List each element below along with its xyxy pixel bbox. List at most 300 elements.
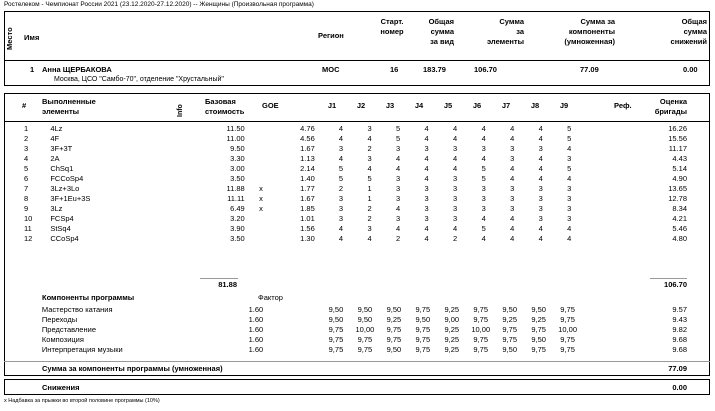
- component-panel-score: 9.82: [672, 325, 687, 334]
- element-judge-4-score: 4: [424, 224, 429, 233]
- component-judge-9-score: 9,75: [560, 345, 575, 354]
- element-judge-1-score: 3: [338, 194, 344, 203]
- col-goe-header: GOE: [262, 101, 279, 110]
- element-judge-9-score: 3: [567, 204, 572, 213]
- total-header: Общая сумма за вид: [428, 17, 454, 46]
- element-judge-1-score: 4: [338, 134, 344, 143]
- element-name: 4F: [50, 134, 60, 143]
- component-judge-4-score: 9,75: [415, 345, 431, 354]
- element-judge-7-score: 4: [510, 214, 515, 223]
- component-spacer-2: [289, 305, 322, 315]
- skater-rank: 1: [30, 65, 35, 74]
- element-judge-5-score: 3: [453, 144, 458, 153]
- component-judge-5-score: 9,25: [444, 305, 460, 314]
- element-bonus-mark: [245, 154, 277, 164]
- element-goe: 4.56: [300, 134, 315, 143]
- element-judge-9-score: 5: [567, 134, 572, 143]
- element-row: [4, 124, 710, 134]
- component-row: [4, 325, 710, 335]
- element-judge-3-score: 4: [395, 154, 401, 163]
- element-number: 9: [24, 204, 29, 213]
- element-judge-8-score: 4: [538, 234, 543, 243]
- element-judge-2-score: 4: [367, 164, 372, 173]
- element-bonus-mark: [245, 144, 277, 154]
- component-judge-6-score: 9,75: [473, 345, 489, 354]
- element-judge-5-score: 4: [453, 154, 458, 163]
- element-judge-7-score: 4: [510, 164, 515, 173]
- element-name: 3F+1Eu+3S: [50, 194, 91, 203]
- element-spacer: [171, 124, 215, 134]
- element-judge-5-score: 3: [453, 194, 458, 203]
- component-judge-1-score: 9,50: [328, 315, 344, 324]
- element-spacer: [171, 174, 215, 184]
- element-judge-6-score: 3: [481, 204, 486, 213]
- element-spacer: [171, 134, 215, 144]
- component-judge-7-score: 9,25: [502, 315, 517, 324]
- element-base-value: 11.00: [226, 134, 245, 143]
- element-bonus-mark: x: [259, 204, 263, 213]
- element-judge-7-score: 3: [510, 194, 515, 203]
- element-panel-score: 8.34: [672, 204, 687, 213]
- element-name: StSq4: [50, 224, 71, 233]
- element-row: [4, 144, 710, 154]
- component-judge-2-score: 9,75: [357, 345, 373, 354]
- element-judge-2-score: 3: [367, 154, 372, 163]
- element-base-value: 3.90: [230, 224, 245, 233]
- element-judge-2-score: 4: [367, 234, 372, 243]
- component-judge-1-score: 9,75: [328, 335, 344, 344]
- col-score-header: Оценка бригады: [654, 97, 687, 116]
- element-bonus-mark: [245, 124, 277, 134]
- score-total-rule: [650, 278, 687, 279]
- component-referee: [582, 315, 657, 325]
- element-judge-6-score: 4: [481, 134, 486, 143]
- component-judge-8-score: 9,75: [531, 325, 546, 334]
- component-name: Интерпретация музыки: [41, 345, 123, 354]
- component-factor: 1.60: [248, 325, 264, 334]
- element-panel-score: 4.21: [672, 214, 687, 223]
- element-number: 12: [24, 234, 33, 243]
- element-judge-1-score: 4: [338, 224, 344, 233]
- element-judge-1-score: 3: [338, 144, 344, 153]
- element-referee: [584, 174, 658, 184]
- element-judge-7-score: 4: [510, 234, 515, 243]
- component-spacer: [4, 325, 42, 335]
- col-j6-header: J6: [472, 101, 482, 110]
- element-panel-score: 11.17: [668, 144, 687, 153]
- col-executed-header: Выполненные элементы: [42, 97, 96, 116]
- element-judge-5-score: 4: [453, 164, 458, 173]
- components-total-label: Сумма за компоненты программы (умноженная): [42, 364, 223, 373]
- element-bonus-mark: [245, 174, 277, 184]
- element-goe: 2.14: [300, 164, 315, 173]
- factor-header: Фактор: [258, 293, 283, 302]
- element-judge-8-score: 4: [538, 124, 543, 133]
- element-number: 10: [24, 214, 33, 223]
- col-j5-header: J5: [443, 101, 453, 110]
- element-referee: [584, 184, 658, 194]
- component-judge-7-score: 9,75: [502, 335, 517, 344]
- element-judge-1-score: 5: [338, 174, 344, 183]
- element-spacer: [171, 194, 215, 204]
- element-judge-3-score: 3: [395, 214, 401, 223]
- element-row: [4, 214, 710, 224]
- element-judge-9-score: 3: [567, 194, 572, 203]
- skater-start-number: 16: [390, 65, 399, 74]
- component-judge-1-score: 9,50: [328, 305, 344, 314]
- element-bonus-mark: x: [259, 184, 263, 193]
- region-header: Регион: [318, 31, 344, 40]
- component-factor: 1.60: [248, 335, 264, 344]
- element-judge-4-score: 4: [424, 134, 429, 143]
- component-judge-7-score: 9,50: [502, 305, 517, 314]
- component-judge-9-score: 9,75: [560, 335, 575, 344]
- element-goe: 4.76: [300, 124, 315, 133]
- component-judge-2-score: 9,50: [357, 315, 373, 324]
- component-row: [4, 305, 710, 315]
- element-panel-score: 15.56: [668, 134, 687, 143]
- element-judge-5-score: 3: [453, 174, 458, 183]
- element-base-value: 3.30: [230, 154, 245, 163]
- component-judge-5-score: 9,25: [444, 325, 460, 334]
- deductions-label: Снижения: [42, 383, 80, 392]
- component-panel-score: 9.68: [672, 335, 687, 344]
- element-spacer: [171, 164, 215, 174]
- component-spacer: [4, 315, 42, 325]
- element-number: 3: [24, 144, 29, 153]
- element-judge-5-score: 4: [453, 224, 458, 233]
- element-panel-score: 5.46: [672, 224, 687, 233]
- element-row: [4, 164, 710, 174]
- component-judge-3-score: 9,75: [386, 335, 402, 344]
- element-number: 8: [24, 194, 29, 203]
- element-judge-1-score: 4: [338, 124, 344, 133]
- element-spacer: [171, 154, 215, 164]
- component-judge-4-score: 9,75: [415, 325, 431, 334]
- component-panel-score: 9.68: [672, 345, 687, 354]
- component-factor: 1.60: [248, 315, 264, 324]
- component-judge-4-score: 9,75: [415, 305, 431, 314]
- components-table: [4, 305, 710, 355]
- element-referee: [584, 134, 658, 144]
- components-header: Сумма за компоненты (умноженная): [564, 17, 615, 46]
- element-judge-8-score: 4: [538, 224, 543, 233]
- component-name: Мастерство катания: [41, 305, 113, 314]
- skater-name: Анна ЩЕРБАКОВА: [42, 65, 112, 74]
- element-judge-1-score: 3: [338, 214, 344, 223]
- element-row: [4, 224, 710, 234]
- component-judge-6-score: 10,00: [471, 325, 491, 334]
- element-goe: 1.40: [300, 174, 315, 183]
- element-name: FCCoSp4: [50, 174, 84, 183]
- col-j4-header: J4: [414, 101, 424, 110]
- component-judge-8-score: 9,50: [531, 305, 546, 314]
- col-j2-header: J2: [356, 101, 366, 110]
- component-judge-2-score: 9,50: [357, 305, 373, 314]
- component-spacer: [4, 305, 42, 315]
- component-referee: [582, 325, 657, 335]
- component-referee: [582, 335, 657, 345]
- element-judge-6-score: 3: [481, 184, 486, 193]
- element-goe: 1.85: [300, 204, 315, 213]
- component-factor: 1.60: [248, 345, 264, 354]
- element-goe: 1.77: [300, 184, 315, 193]
- element-judge-8-score: 3: [538, 214, 543, 223]
- element-judge-5-score: 3: [453, 204, 458, 213]
- element-judge-7-score: 3: [510, 154, 515, 163]
- element-referee: [584, 204, 658, 214]
- element-referee: [584, 124, 658, 134]
- component-judge-2-score: 10,00: [355, 325, 375, 334]
- element-base-value: 3.50: [230, 234, 245, 243]
- col-j7-header: J7: [501, 101, 511, 110]
- element-judge-9-score: 3: [567, 154, 572, 163]
- element-judge-5-score: 4: [453, 124, 458, 133]
- element-judge-3-score: 4: [395, 204, 401, 213]
- element-judge-4-score: 3: [424, 194, 429, 203]
- element-judge-9-score: 4: [567, 224, 572, 233]
- skater-region: МОС: [322, 65, 340, 74]
- element-judge-7-score: 4: [510, 124, 515, 133]
- component-judge-8-score: 9,25: [531, 315, 546, 324]
- component-judge-9-score: 9,75: [560, 315, 575, 324]
- element-bonus-mark: x: [259, 194, 263, 203]
- component-judge-5-score: 9,00: [444, 315, 460, 324]
- element-judge-6-score: 5: [481, 164, 486, 173]
- skater-club: Москва, ЦСО "Самбо-70", отделение "Хрустальный": [54, 76, 224, 83]
- component-row: [4, 315, 710, 325]
- element-row: [4, 204, 710, 214]
- element-judge-9-score: 4: [567, 144, 572, 153]
- element-judge-9-score: 3: [567, 214, 572, 223]
- element-panel-score: 5.14: [672, 164, 687, 173]
- element-referee: [584, 194, 658, 204]
- element-row: [4, 174, 710, 184]
- elements-header-divider: [4, 121, 710, 122]
- component-judge-7-score: 9,75: [502, 325, 517, 334]
- components-title: Компоненты программы: [42, 293, 135, 302]
- component-panel-score: 9.57: [672, 305, 687, 314]
- element-judge-8-score: 3: [538, 184, 543, 193]
- element-judge-3-score: 3: [395, 144, 401, 153]
- element-judge-7-score: 3: [510, 184, 515, 193]
- element-judge-4-score: 4: [424, 154, 429, 163]
- component-judge-2-score: 9,75: [357, 335, 373, 344]
- element-number: 4: [24, 154, 29, 163]
- element-judge-2-score: 4: [367, 134, 372, 143]
- element-judge-5-score: 3: [453, 214, 458, 223]
- col-j1-header: J1: [327, 101, 337, 110]
- element-judge-9-score: 4: [567, 234, 572, 243]
- deductions-value: 0.00: [672, 383, 687, 392]
- start-number-header: Старт. номер: [380, 17, 404, 36]
- component-spacer-2: [289, 315, 322, 325]
- element-name: FCSp4: [50, 214, 74, 223]
- element-judge-5-score: 3: [453, 184, 458, 193]
- skater-components-score: 77.09: [580, 65, 599, 74]
- element-judge-3-score: 2: [395, 234, 401, 243]
- element-panel-score: 13.65: [668, 184, 687, 193]
- components-total-rule: [4, 361, 710, 362]
- element-judge-4-score: 3: [424, 214, 429, 223]
- component-row: [4, 345, 710, 355]
- element-judge-1-score: 5: [338, 164, 344, 173]
- element-number: 7: [24, 184, 29, 193]
- name-header: Имя: [24, 33, 40, 42]
- element-judge-7-score: 3: [510, 204, 515, 213]
- element-judge-4-score: 3: [424, 144, 429, 153]
- element-judge-3-score: 4: [395, 164, 401, 173]
- component-judge-9-score: 9,75: [560, 305, 575, 314]
- elements-table: [4, 124, 710, 244]
- element-judge-8-score: 4: [538, 164, 543, 173]
- element-judge-2-score: 2: [367, 144, 372, 153]
- element-judge-8-score: 4: [538, 154, 543, 163]
- element-judge-3-score: 3: [395, 174, 401, 183]
- element-bonus-mark: [245, 134, 277, 144]
- element-name: ChSq1: [50, 164, 74, 173]
- deductions-header: Общая сумма снижений: [670, 17, 707, 46]
- element-spacer: [171, 204, 215, 214]
- element-judge-6-score: 4: [481, 124, 486, 133]
- element-judge-7-score: 4: [510, 134, 515, 143]
- col-j3-header: J3: [385, 101, 395, 110]
- element-base-value: 11.11: [227, 194, 245, 203]
- component-name: Композиция: [41, 335, 84, 344]
- element-judge-2-score: 1: [367, 184, 372, 193]
- element-judge-8-score: 3: [538, 144, 543, 153]
- element-referee: [584, 214, 658, 224]
- component-judge-3-score: 9,75: [386, 325, 402, 334]
- skater-deductions: 0.00: [683, 65, 698, 74]
- element-referee: [584, 234, 658, 244]
- element-panel-score: 4.80: [672, 234, 687, 243]
- component-judge-7-score: 9,50: [502, 345, 517, 354]
- element-goe: 1.67: [300, 194, 315, 203]
- element-name: 3Lz+3Lo: [50, 184, 80, 193]
- element-referee: [584, 224, 658, 234]
- element-goe: 1.13: [300, 154, 315, 163]
- element-spacer: [171, 214, 215, 224]
- element-number: 5: [24, 164, 29, 173]
- element-bonus-mark: [245, 224, 277, 234]
- component-judge-9-score: 10,00: [558, 325, 577, 334]
- element-row: [4, 234, 710, 244]
- element-judge-9-score: 4: [567, 174, 572, 183]
- element-judge-6-score: 4: [481, 154, 486, 163]
- element-judge-3-score: 5: [395, 124, 401, 133]
- element-name: 4Lz: [50, 124, 63, 133]
- component-judge-4-score: 9,50: [415, 315, 431, 324]
- element-base-value: 11.50: [226, 124, 245, 133]
- element-panel-score: 4.43: [672, 154, 687, 163]
- element-base-value: 9.50: [230, 144, 245, 153]
- element-judge-2-score: 3: [367, 224, 372, 233]
- element-row: [4, 154, 710, 164]
- component-judge-8-score: 9,50: [531, 335, 546, 344]
- component-judge-6-score: 9,75: [473, 315, 489, 324]
- event-caption: Ростелеком - Чемпионат России 2021 (23.12.2020-27.12.2020) -- Женщины (Произвольная программа): [4, 1, 314, 8]
- col-info-header: Info: [177, 104, 184, 117]
- col-j8-header: J8: [530, 101, 540, 110]
- element-judge-8-score: 4: [538, 174, 543, 183]
- element-judge-6-score: 3: [481, 144, 486, 153]
- col-base-header: Базовая стоимость: [205, 97, 245, 116]
- component-judge-6-score: 9,75: [473, 305, 489, 314]
- component-judge-5-score: 9,25: [444, 345, 460, 354]
- element-judge-4-score: 3: [424, 204, 429, 213]
- element-name: CCoSp4: [50, 234, 79, 243]
- element-judge-6-score: 4: [481, 234, 486, 243]
- element-spacer: [171, 234, 215, 244]
- element-judge-5-score: 2: [453, 234, 458, 243]
- element-judge-6-score: 4: [481, 214, 486, 223]
- element-judge-4-score: 4: [424, 234, 429, 243]
- col-num-header: #: [22, 101, 27, 110]
- components-total-value: 77.09: [668, 364, 687, 373]
- component-spacer-2: [289, 325, 322, 335]
- col-referee-header: Реф.: [614, 101, 632, 110]
- element-judge-7-score: 4: [510, 174, 515, 183]
- skater-elements-score: 106.70: [474, 65, 497, 74]
- element-name: 3F+3T: [50, 144, 73, 153]
- element-judge-9-score: 5: [567, 164, 572, 173]
- element-base-value: 11.88: [226, 184, 245, 193]
- element-goe: 1.01: [300, 214, 315, 223]
- component-judge-1-score: 9,75: [328, 345, 344, 354]
- component-judge-6-score: 9,75: [473, 335, 489, 344]
- component-spacer-2: [289, 335, 322, 345]
- element-judge-5-score: 4: [453, 134, 458, 143]
- component-panel-score: 9.43: [672, 315, 687, 324]
- element-referee: [584, 154, 658, 164]
- element-judge-8-score: 4: [538, 134, 543, 143]
- element-judge-6-score: 5: [481, 224, 486, 233]
- element-judge-6-score: 5: [481, 174, 486, 183]
- element-name: 3Lz: [50, 204, 63, 213]
- element-judge-2-score: 2: [367, 214, 372, 223]
- element-judge-1-score: 2: [338, 184, 344, 193]
- element-number: 1: [24, 124, 29, 133]
- element-row: [4, 134, 710, 144]
- element-judge-3-score: 3: [395, 184, 401, 193]
- component-referee: [582, 305, 657, 315]
- component-spacer-2: [289, 345, 322, 355]
- element-base-value: 3.50: [230, 174, 245, 183]
- base-total-rule: [200, 278, 238, 279]
- summary-divider: [4, 60, 710, 61]
- element-judge-9-score: 3: [567, 184, 572, 193]
- elements-header: Сумма за элементы: [486, 17, 524, 46]
- element-panel-score: 16.26: [668, 124, 687, 133]
- element-referee: [584, 164, 658, 174]
- element-goe: 1.30: [300, 234, 315, 243]
- component-judge-5-score: 9,25: [444, 335, 460, 344]
- element-goe: 1.67: [300, 144, 315, 153]
- element-judge-7-score: 4: [510, 224, 515, 233]
- element-judge-3-score: 3: [395, 194, 401, 203]
- element-judge-1-score: 3: [338, 204, 344, 213]
- element-base-value: 3.00: [230, 164, 245, 173]
- element-judge-3-score: 4: [395, 224, 401, 233]
- place-header: Место: [5, 27, 14, 50]
- element-judge-4-score: 4: [424, 164, 429, 173]
- skater-total: 183.79: [423, 65, 446, 74]
- element-bonus-mark: [245, 214, 277, 224]
- element-number: 6: [24, 174, 29, 183]
- deductions-box: [4, 379, 710, 395]
- component-judge-8-score: 9,75: [531, 345, 546, 354]
